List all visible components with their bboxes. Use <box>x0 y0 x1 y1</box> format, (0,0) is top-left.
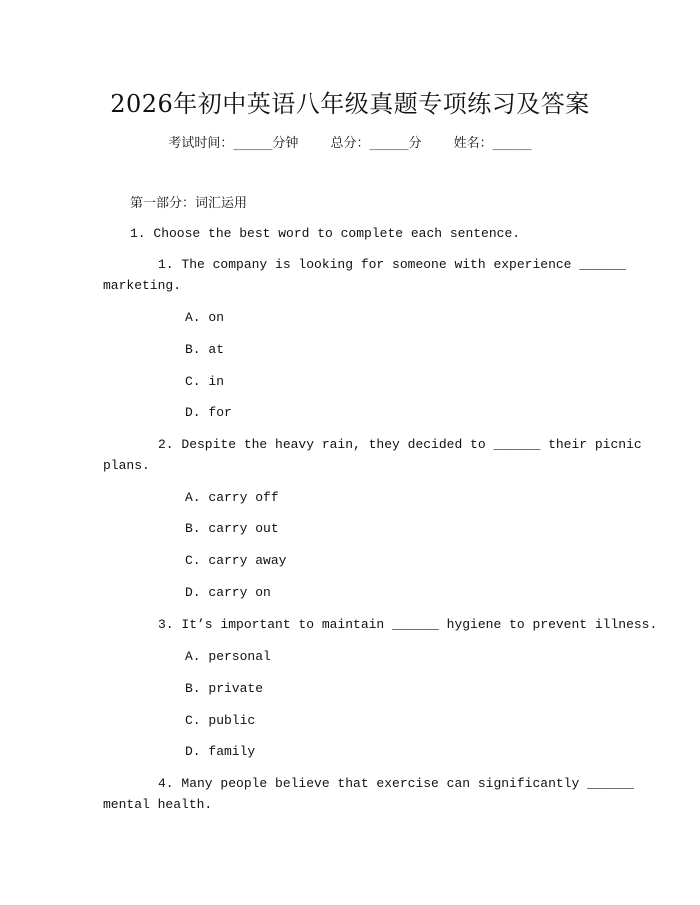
question-3-option-a: A. personal <box>185 649 271 664</box>
question-3-text: 3. It’s important to maintain ______ hygiene to prevent illness. <box>158 617 658 632</box>
question-1-continuation: marketing. <box>103 278 182 293</box>
question-4-text: 4. Many people believe that exercise can significantly ______ <box>158 776 634 791</box>
question-2-option-d: D. carry on <box>185 585 271 600</box>
instruction: 1. Choose the best word to complete each sentence. <box>130 226 521 241</box>
question-3-option-d: D. family <box>185 744 256 759</box>
question-2-option-b: B. carry out <box>185 521 279 536</box>
total-score-field: 总分：______分 <box>330 136 422 151</box>
question-3-option-b: B. private <box>185 681 264 696</box>
question-2-text: 2. Despite the heavy rain, they decided to ______ their picnic <box>158 437 642 452</box>
section-title: 第一部分：词汇运用 <box>130 196 248 211</box>
question-4-continuation: mental health. <box>103 797 213 812</box>
question-1-text: 1. The company is looking for someone with experience ______ <box>158 257 627 272</box>
question-3-option-c: C. public <box>185 713 256 728</box>
student-name-field: 姓名：______ <box>453 136 532 151</box>
question-1-option-a: A. on <box>185 310 225 325</box>
page-title: 2026年初中英语八年级真题专项练习及答案 <box>110 90 590 118</box>
question-1-option-b: B. at <box>185 342 225 357</box>
exam-meta <box>0 132 700 151</box>
question-2-option-c: C. carry away <box>185 553 287 568</box>
question-1-option-c: C. in <box>185 374 225 389</box>
question-2-option-a: A. carry off <box>185 490 279 505</box>
question-2-continuation: plans. <box>103 458 150 473</box>
question-1-option-d: D. for <box>185 405 232 420</box>
exam-time-field: 考试时间：______分钟 <box>168 136 299 151</box>
